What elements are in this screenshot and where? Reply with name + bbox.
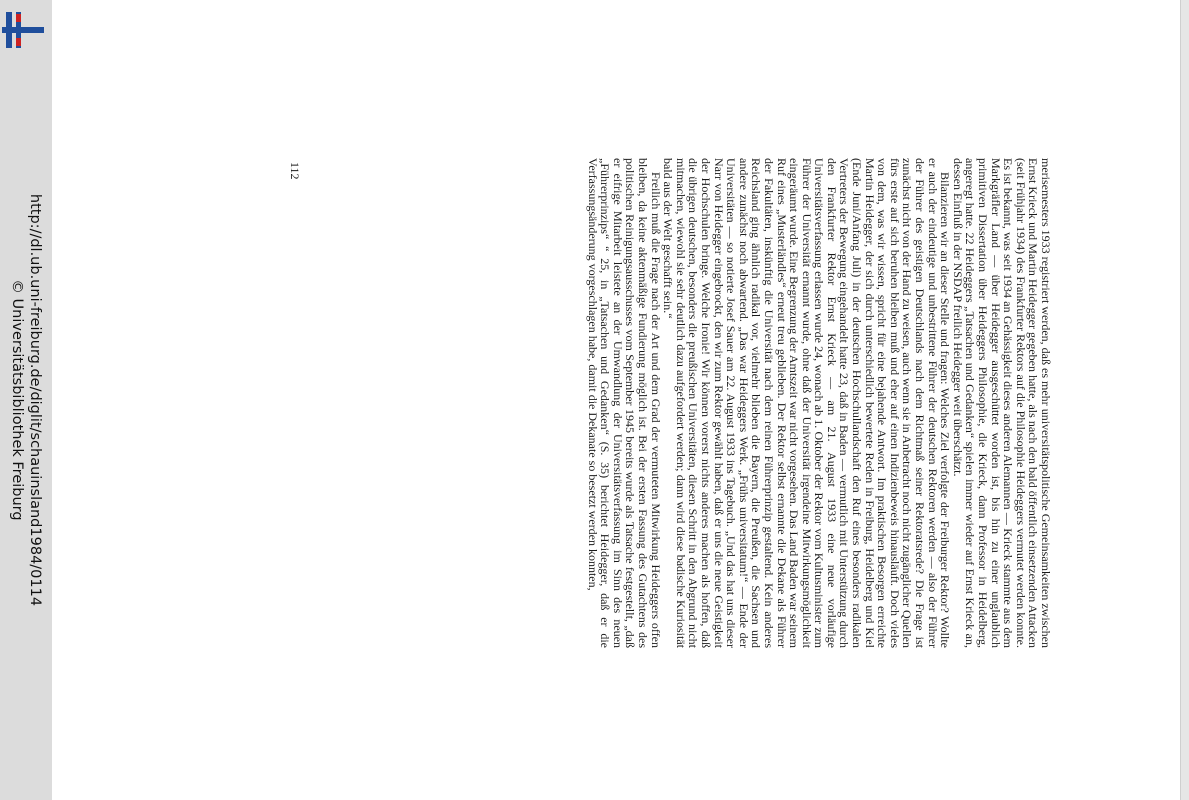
page-text-block [292, 158, 1052, 648]
paragraph-2: Bilanzieren wir an dieser Stelle und fragen: Welches Ziel verfolgte der Freiburger Rektor? Wollte er auch der eindeutige und unbestrittene Führer der deutschen Rektoren werden — also der Führer der Führer des geistigen Deutschlands nach dem Richtmaß seiner Rektoratsrede? Die Frage ist zunächst nicht von der Hand zu weisen, auch wenn sie in Anbetracht noch nicht zugänglicher Quellen fürs erste auf sich beruhen bleiben muß und eher auf einen Indizienbeweis hinausläuft. Doch vieles von dem, was wir wissen, spricht für eine bejahende Antwort. Im praktischen Besorgen erreichte Martin Heidegger, der sich durch unterschiedlich bewertete Reden in Freiburg, Heidelberg und Kiel (Ende Juni/Anfang Juli) in der deutschen Hochschullandschaft den Ruf eines besonders radikalen Vertreters der Bewegung eingehandelt hatte 23, daß in Baden — vermutlich mit Unterstützung durch den Frankfurter Rektor Ernst Krieck — am 21. August 1933 eine neue vorläufige Universitätsverfassung erlassen wurde 24, wonach ab 1. Oktober der Rektor vom Kultusminister zum Führer der Universität ernannt wurde, ohne daß der Universität irgendeine Mitwirkungsmöglichkeit eingeräumt wurde. Eine Begrenzung der Amtszeit war nicht vorgesehen. Das Land Baden war seinem Ruf eines „Musterländles“ erneut treu geblieben. Der Rektor selbst ernannte die Dekane als Führer der Fakultäten, inskünftig die Universität nach dem reinen Führerprinzip gestaltend. Kein anderes Reichsland ging ähnlich radikal vor, vielmehr blieben die Bayern, die Preußen, die Sachsen und andere zunächst noch abwartend. „Das war Heideggers Werk. „Frühs universitatum!“ — Ende der Universitäten — so notierte Josef Sauer am 22. August 1933 ins Tagebuch. „Und das hat uns dieser Narr von Heidegger eingebrockt, den wir zum Rektor gewählt haben, daß er uns die neue Geistigkeit der Hochschulen bringe. Welche Ironie! Wir können vorerst nichts anderes machen als hoffen, daß die übrigen deutschen, besonders die preußischen Universitäten, diesen Schritt in den Abgrund nicht mitmachen, wiewohl sie sehr deutlich dazu aufgefordert werden; dann wird diese badische Kuriosität bald aus der Welt geschafft sein.“ [661, 158, 953, 648]
copyright-notice: © Universitätsbibliothek Freiburg [9, 279, 25, 521]
paragraph-1: merisemesters 1933 registriert werden, daß es mehr universitätspolitische Gemeinsamkeiten zwischen Ernst Krieck und Martin Heidegger gegeben hatte, als nach den bald öffentlich einsetzenden Attacken (seit Frühjahr 1934) des Frankfurter Rektors auf die Philosophie Heideggers vermutet werden konnte. Es ist bekannt, was seit 1934 an Gehässigkeit dieses anderen Alemannen — Krieck stammte aus dem Markgräfler Land — über Heidegger ausgeschüttet worden ist, bis hin zu einer unglaublich primitiven Dissertation über Heideggers Philosophie, die Krieck, dann Professor in Heidelberg, angeregt hatte. 22 Heideggers „Tatsachen und Gedanken“ spielen immer wieder auf Ernst Krieck an, dessen Einfluß in der NSDAP freilich Heidegger weit überschätzt. [950, 158, 1053, 648]
scanned-page [52, 0, 1181, 800]
source-url[interactable]: http://dl.ub.uni-freiburg.de/diglit/schauinsland1984/0114 [27, 193, 43, 607]
page-number: 112 [288, 162, 302, 180]
scrollbar[interactable] [1180, 0, 1189, 800]
paragraph-3: Freilich muß die Frage nach der Art und dem Grad der vermuteten Mitwirkung Heideggers offen bleiben, da keine aktenmäßige Fundierung möglich ist. Bei der ersten Fassung des Gutachtens des politischen Reinigungsausschusses vom September 1945 bereits wurde als Tatsache festgestellt, „daß er eifrige Mitarbeit leistete an der Umwandlung der Universitätsverfassung im Sinn des neuen „Führerprinzips“ “ 25, in „Tatsachen und Gedanken“ (S. 35) berichtet Heidegger, daß er die Verfassungsänderung vorgeschlagen habe, damit die Dekanate so besetzt werden konnten, [585, 158, 663, 648]
viewer-sidebar [0, 0, 52, 800]
sidebar-caption [8, 10, 44, 790]
